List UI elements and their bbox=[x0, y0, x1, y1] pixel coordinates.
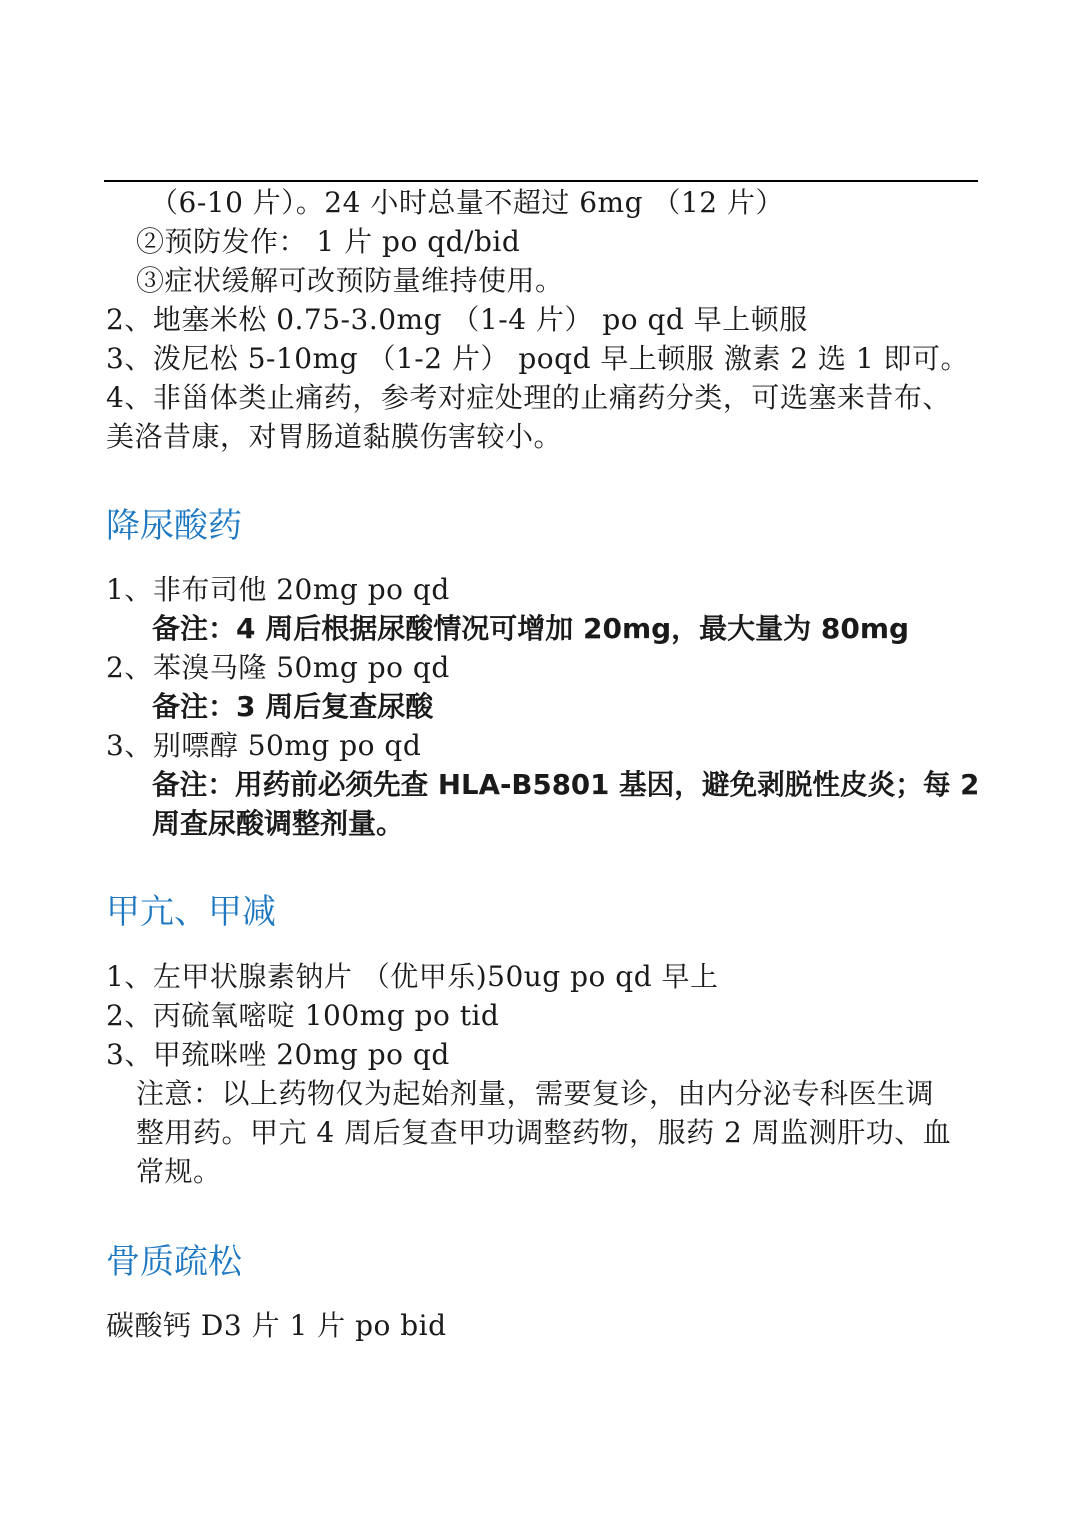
text-line: 美洛昔康，对胃肠道黏膜伤害较小。 bbox=[106, 420, 563, 453]
drug-note: 备注：用药前必须先查 HLA-B5801 基因，避免剥脱性皮炎；每 2 bbox=[152, 768, 980, 801]
text-line: 2、地塞米松 0.75-3.0mg （1-4 片） po qd 早上顿服 bbox=[106, 303, 808, 336]
drug-note: 备注：3 周后复查尿酸 bbox=[152, 690, 434, 723]
text-line: ②预防发作： 1 片 po qd/bid bbox=[136, 225, 521, 258]
drug-item: 2、苯溴马隆 50mg po qd bbox=[106, 651, 450, 684]
note-line: 注意：以上药物仅为起始剂量，需要复诊，由内分泌专科医生调 bbox=[136, 1077, 935, 1110]
note-line: 常规。 bbox=[136, 1155, 222, 1188]
text-line: ③症状缓解可改预防量维持使用。 bbox=[136, 264, 564, 297]
drug-item: 3、别嘌醇 50mg po qd bbox=[106, 729, 422, 762]
section-heading: 降尿酸药 bbox=[106, 506, 242, 546]
text-line: 3、泼尼松 5-10mg （1-2 片） poqd 早上顿服 激素 2 选 1 即可。 bbox=[106, 342, 970, 375]
header-rule bbox=[104, 180, 978, 182]
section-heading: 骨质疏松 bbox=[106, 1242, 242, 1282]
text-line: （6-10 片）。24 小时总量不超过 6mg （12 片） bbox=[150, 186, 784, 219]
drug-note: 备注：4 周后根据尿酸情况可增加 20mg，最大量为 80mg bbox=[152, 612, 910, 645]
drug-item: 碳酸钙 D3 片 1 片 po bid bbox=[106, 1309, 447, 1342]
text-line: 4、非甾体类止痛药，参考对症处理的止痛药分类，可选塞来昔布、 bbox=[106, 381, 951, 414]
drug-item: 3、甲巯咪唑 20mg po qd bbox=[106, 1038, 450, 1071]
drug-item: 2、丙硫氧嘧啶 100mg po tid bbox=[106, 999, 500, 1032]
drug-item: 1、非布司他 20mg po qd bbox=[106, 573, 450, 606]
drug-note: 周查尿酸调整剂量。 bbox=[152, 807, 405, 840]
drug-item: 1、左甲状腺素钠片 （优甲乐)50ug po qd 早上 bbox=[106, 960, 719, 993]
note-line: 整用药。甲亢 4 周后复查甲功调整药物，服药 2 周监测肝功、血 bbox=[136, 1116, 952, 1149]
section-heading: 甲亢、甲减 bbox=[106, 892, 276, 932]
